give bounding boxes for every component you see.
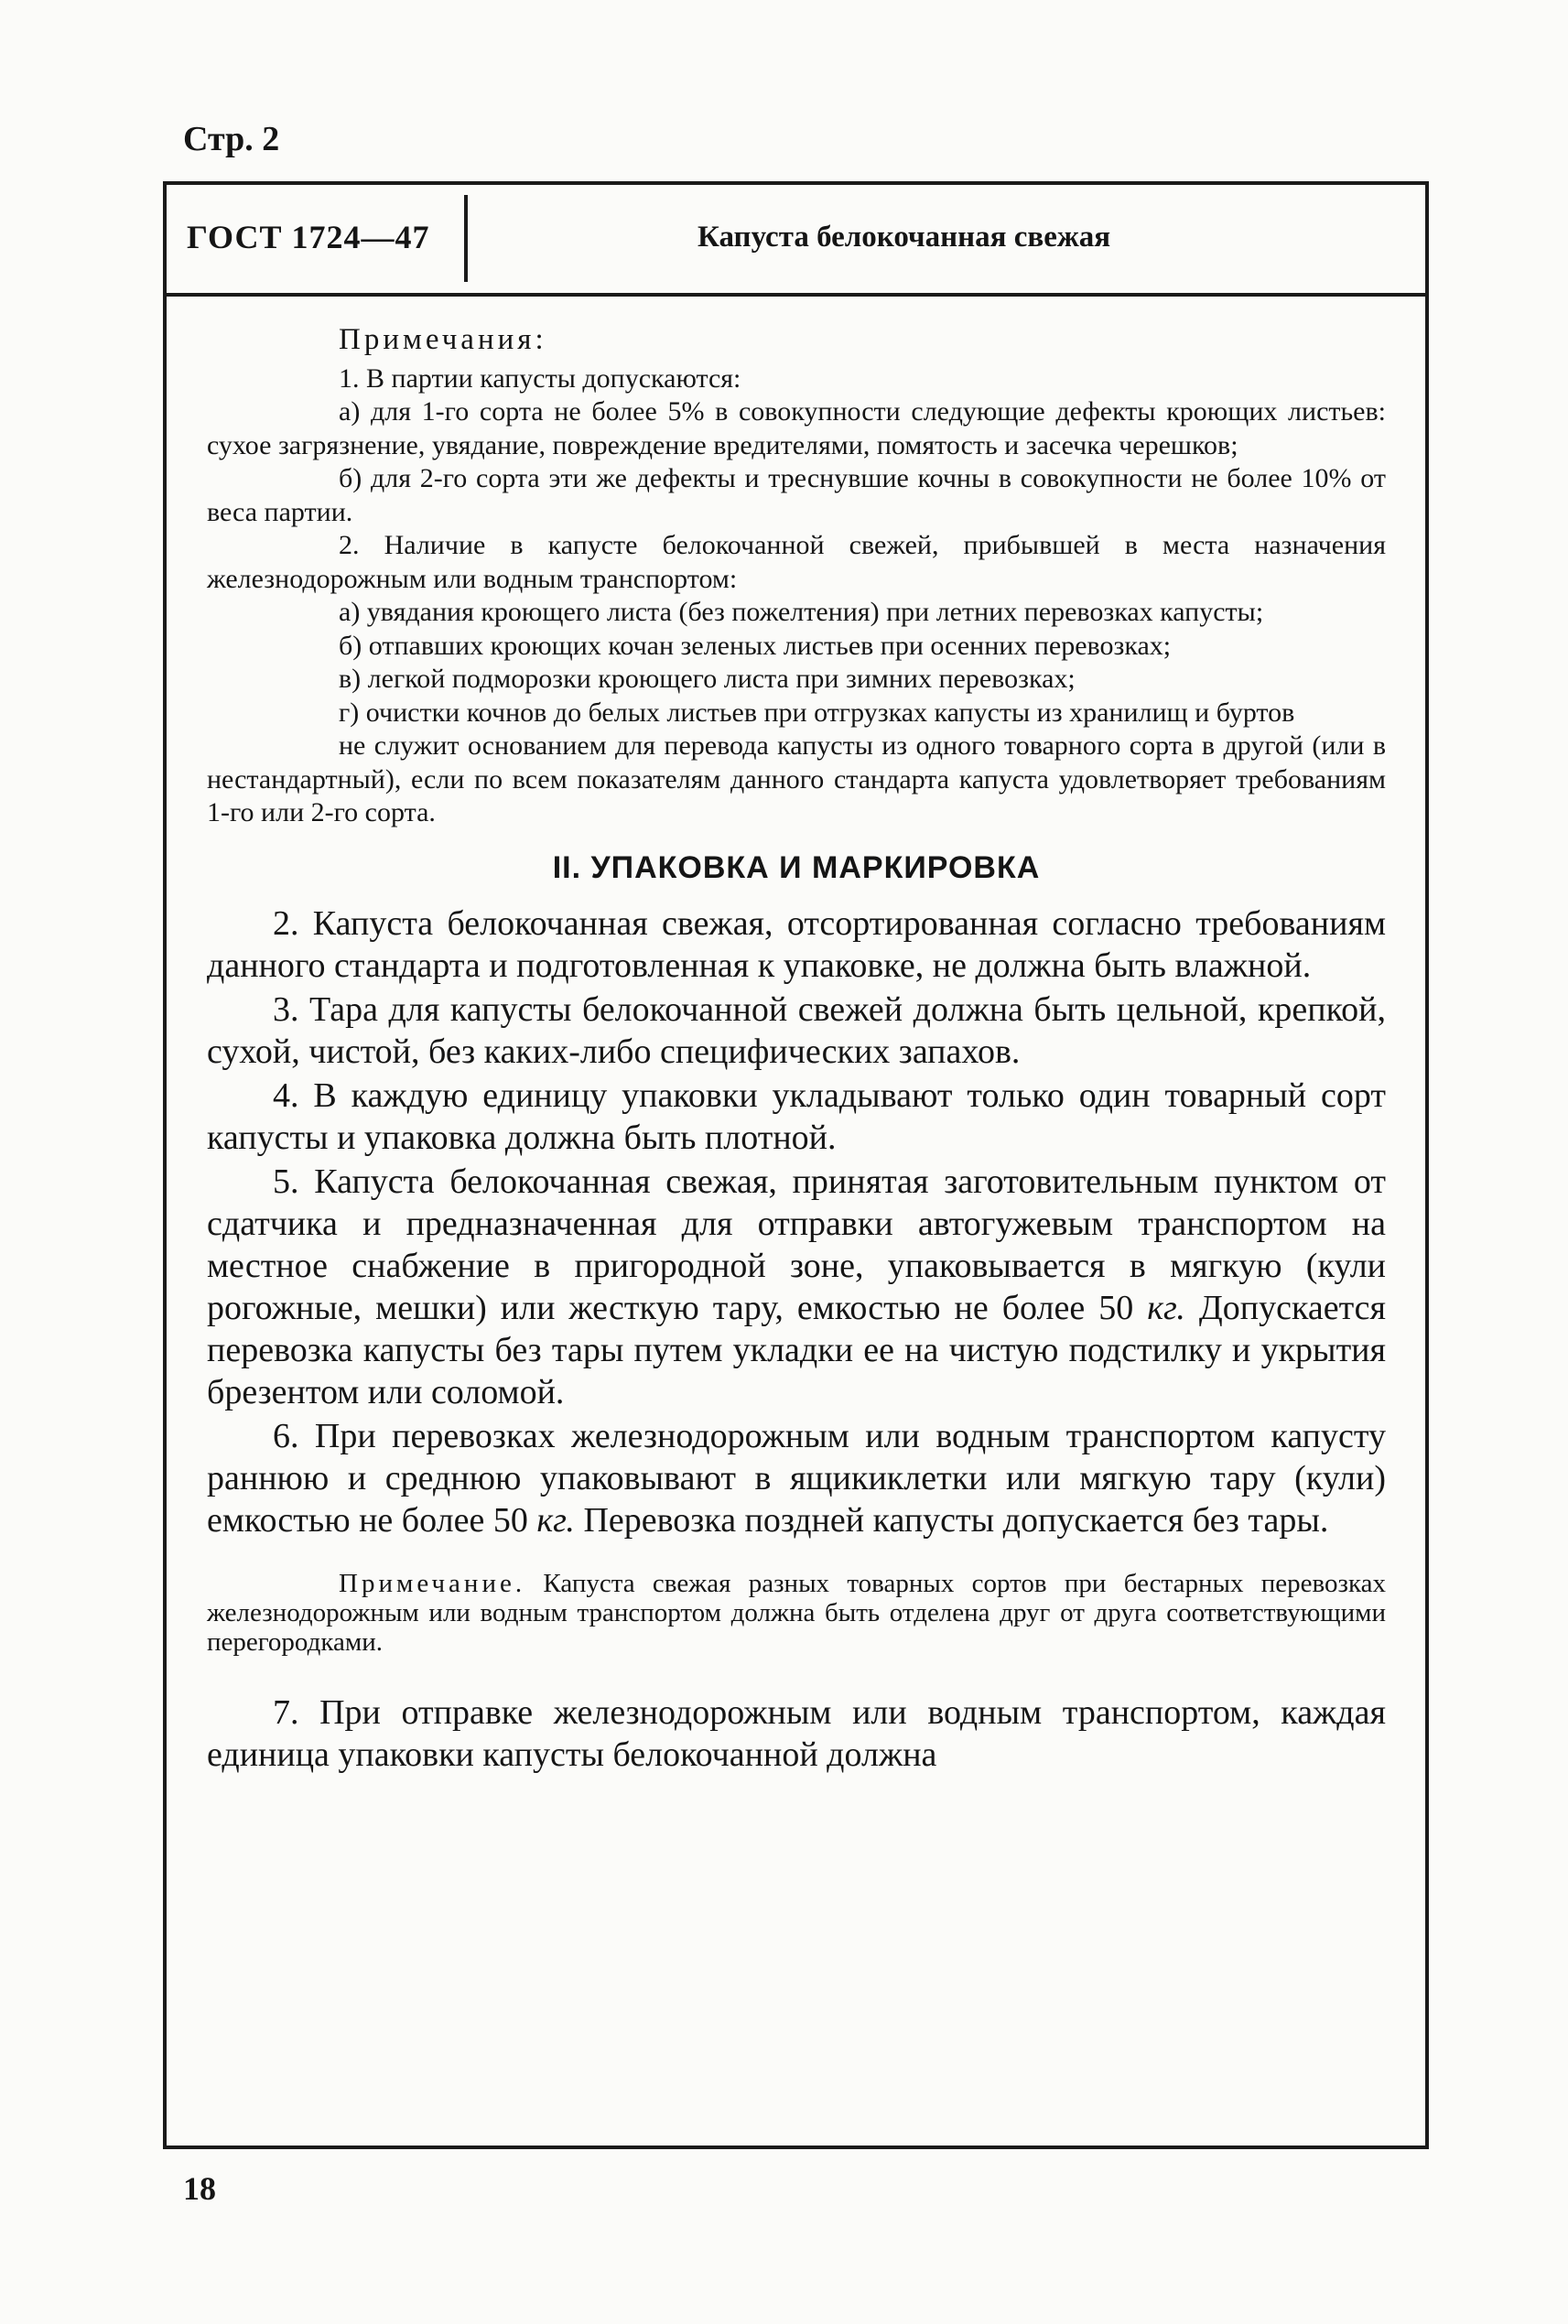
note-paragraph: а) увядания кроющего листа (без пожелтения) при летних перевозках капусты;: [339, 597, 1264, 627]
note-paragraph: в) легкой подморозки кроющего листа при зимних перевозках;: [339, 664, 1076, 694]
page-label-top: Стр. 2: [183, 120, 280, 158]
page-number-bottom: 18: [183, 2170, 216, 2207]
packaging-note-paragraph: [207, 1569, 1386, 1657]
header-rule: [167, 293, 1425, 297]
clause-6-text-a: 6. При перевозках железнодорожным или водным транспортом капусту раннюю и среднюю упаковывают в ящикиклетки или мягкую тару (кули) емкостью не более 50: [207, 1416, 1386, 1540]
clause-7: 7. При отправке железнодорожным или водным транспортом, каждая единица упаковки капусты белокочанной должна: [207, 1692, 1386, 1774]
body-text-continued: [207, 1692, 1386, 1776]
clause-5-text-a: 5. Капуста белокочанная свежая, принятая заготовительным пунктом от сдатчика и предназначенная для отправки автогужевым транспортом на местное снабжение в пригородной зоне, упаковывается в мягкую (кули рогожные, мешки) или жесткую тару, емкостью не более 50: [207, 1162, 1386, 1327]
packaging-note-label: Примечание.: [339, 1568, 526, 1598]
frame-bottom-rule: [167, 2146, 1425, 2149]
note-paragraph: г) очистки кочнов до белых листьев при отгрузках капусты из хранилищ и буртов: [339, 697, 1295, 728]
frame-top-rule: [167, 181, 1425, 185]
packaging-note: [207, 1569, 1386, 1657]
gost-title: Капуста белокочанная свежая: [697, 221, 1111, 254]
clause-4: 4. В каждую единицу упаковки укладывают только один товарный сорт капусты и упаковка должна быть плотной.: [207, 1076, 1386, 1157]
body-text: [207, 903, 1386, 1541]
packaging-note-text: Капуста свежая разных товарных сортов при бестарных перевозках железнодорожным или водным транспортом должна быть отделена друг от друга соответствующими перегородками.: [207, 1568, 1386, 1657]
clause-5-unit: кг.: [1147, 1288, 1185, 1327]
gost-code: ГОСТ 1724—47: [187, 219, 430, 255]
clause-6: [207, 1415, 1386, 1541]
clause-5: [207, 1161, 1386, 1413]
clause-2: 2. Капуста белокочанная свежая, отсортированная согласно требованиям данного стандарта и подготовленная к упаковке, не должна быть влажной.: [207, 903, 1386, 985]
page-frame: [163, 181, 1429, 2149]
note-paragraph: б) отпавших кроющих кочан зеленых листьев при осенних перевозках;: [339, 630, 1172, 661]
notes-title: Примечания:: [339, 323, 547, 356]
page-content: [207, 323, 1386, 1776]
note-paragraph: не служит основанием для перевода капусты из одного товарного сорта в другой (или в нестандартный), если по всем показателям данного стандарта капуста удовлетворяет требованиям 1-го или 2-го сорта.: [207, 730, 1386, 827]
clause-3: 3. Тара для капусты белокочанной свежей должна быть цельной, крепкой, сухой, чистой, без каких-либо специфических запахов.: [207, 989, 1386, 1071]
note-paragraph: б) для 2-го сорта эти же дефекты и треснувшие кочны в совокупности не более 10% от веса партии.: [207, 463, 1386, 527]
note-paragraph: 2. Наличие в капусте белокочанной свежей, прибывшей в места назначения железнодорожным или водным транспортом:: [207, 530, 1386, 594]
section-title: II. УПАКОВКА И МАРКИРОВКА: [552, 849, 1041, 885]
clause-6-unit: кг.: [536, 1500, 575, 1540]
note-paragraph: 1. В партии капусты допускаются:: [339, 362, 741, 394]
clause-6-text-b: Перевозка поздней капусты допускается без тары.: [574, 1500, 1329, 1540]
clause-5-text-b: Допускается перевозка капусты без тары путем укладки ее на чистую подстилку и укрытия брезентом или соломой.: [207, 1288, 1386, 1411]
note-paragraph: а) для 1-го сорта не более 5% в совокупности следующие дефекты кроющих листьев: сухое загрязнение, увядание, повреждение вредителями, помятость и засечка черешков;: [207, 396, 1386, 460]
notes-block: [207, 323, 1386, 830]
header-divider: [464, 195, 468, 282]
